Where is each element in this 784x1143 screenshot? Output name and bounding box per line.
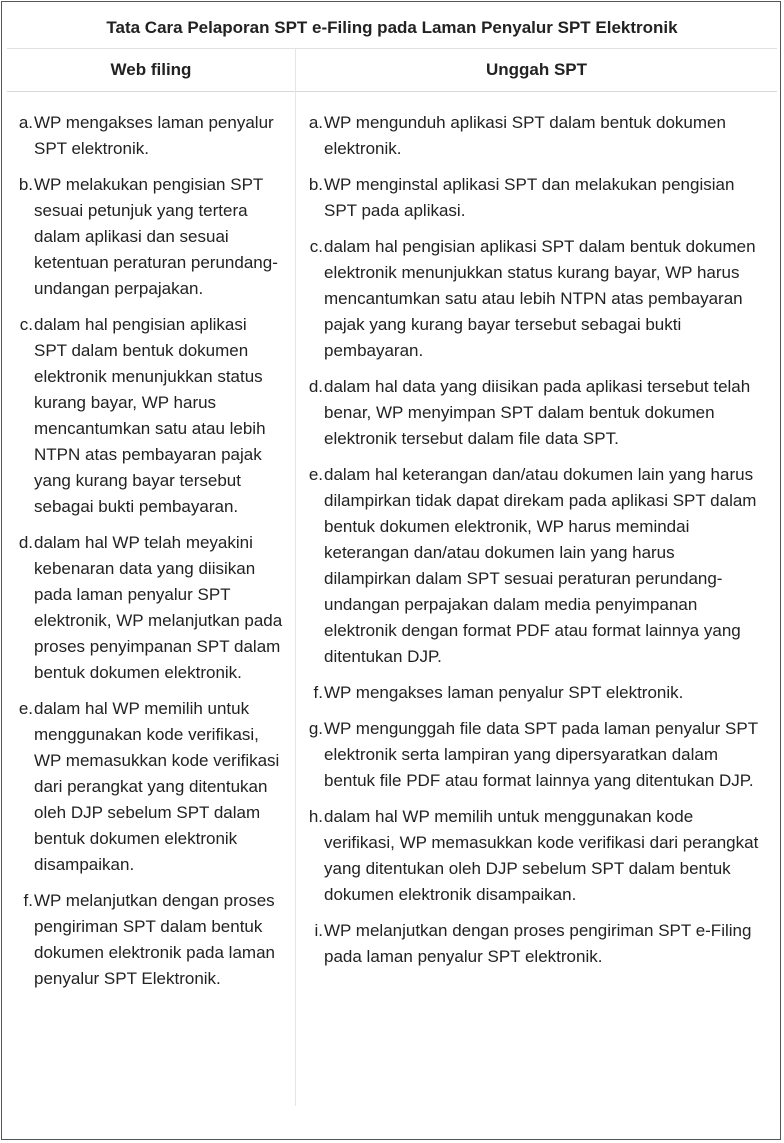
column-divider [295, 49, 296, 1106]
list-marker: i. [314, 921, 323, 940]
list-item [300, 110, 766, 162]
list-item-text: dalam hal data yang diisikan pada aplikasi tersebut telah benar, WP menyimpan SPT dalam bentuk dokumen elektronik tersebut dalam file data SPT. [324, 377, 751, 448]
list-item-text: dalam hal WP telah meyakini kebenaran data yang diisikan pada laman penyalur SPT elektronik, WP melanjutkan pada proses penyimpanan SPT dalam bentuk dokumen elektronik. [34, 533, 283, 682]
list-item-text: WP menginstal aplikasi SPT dan melakukan pengisian SPT pada aplikasi. [324, 175, 735, 220]
list-item-text: WP mengunggah file data SPT pada laman penyalur SPT elektronik serta lampiran yang dipersyaratkan dalam bentuk file PDF atau format lainnya yang ditentukan DJP. [324, 719, 758, 790]
table-title: Tata Cara Pelaporan SPT e-Filing pada Laman Penyalur SPT Elektronik [7, 7, 777, 49]
list-item-text: dalam hal pengisian aplikasi SPT dalam bentuk dokumen elektronik menunjukkan status kurang bayar, WP harus mencantumkan satu atau lebih NTPN atas pembayaran pajak yang kurang bayar tersebut sebagai bukti pembayaran. [34, 315, 266, 516]
unggah-spt-list [300, 110, 766, 970]
list-marker: a. [308, 113, 323, 132]
list-item [300, 716, 766, 794]
list-item [10, 696, 284, 878]
list-item [10, 888, 284, 992]
list-item-text: WP mengakses laman penyalur SPT elektronik. [324, 683, 684, 702]
list-item [300, 172, 766, 224]
list-marker: g. [308, 719, 323, 738]
list-item-text: dalam hal WP memilih untuk menggunakan kode verifikasi, WP memasukkan kode verifikasi dari perangkat yang ditentukan oleh DJP sebelum SPT dalam bentuk dokumen elektronik disampaikan. [324, 807, 759, 904]
list-marker: e. [18, 699, 33, 718]
list-item [10, 312, 284, 520]
list-item-text: WP melanjutkan dengan proses pengiriman SPT e-Filing pada laman penyalur SPT elektronik. [324, 921, 752, 966]
list-marker: c. [309, 237, 323, 256]
list-item-text: WP mengunduh aplikasi SPT dalam bentuk dokumen elektronik. [324, 113, 726, 158]
list-marker: d. [18, 533, 33, 552]
list-item [10, 530, 284, 686]
list-item-text: WP melakukan pengisian SPT sesuai petunjuk yang tertera dalam aplikasi dan sesuai ketentuan peraturan perundang-undangan perpajakan. [34, 175, 278, 298]
list-item [300, 680, 766, 706]
list-item [10, 172, 284, 302]
list-item [10, 110, 284, 162]
list-item-text: dalam hal WP memilih untuk menggunakan kode verifikasi, WP memasukkan kode verifikasi dari perangkat yang ditentukan oleh DJP sebelum SPT dalam bentuk dokumen elektronik disampaikan. [34, 699, 280, 874]
list-marker: b. [308, 175, 323, 194]
list-item [300, 462, 766, 670]
list-item-text: WP melanjutkan dengan proses pengiriman SPT dalam bentuk dokumen elektronik pada laman penyalur SPT Elektronik. [34, 891, 275, 988]
list-marker: e. [308, 465, 323, 484]
list-item [300, 918, 766, 970]
list-item-text: WP mengakses laman penyalur SPT elektronik. [34, 113, 274, 158]
column-header-unggah-spt: Unggah SPT [296, 49, 777, 92]
list-marker: f. [23, 891, 33, 910]
list-marker: b. [18, 175, 33, 194]
list-marker: f. [313, 683, 323, 702]
list-marker: c. [19, 315, 33, 334]
list-marker: a. [18, 113, 33, 132]
list-item-text: dalam hal pengisian aplikasi SPT dalam bentuk dokumen elektronik menunjukkan status kurang bayar, WP harus mencantumkan satu atau lebih NTPN atas pembayaran pajak yang kurang bayar tersebut sebagai bukti pembayaran. [324, 237, 756, 360]
web-filing-list [10, 110, 284, 992]
list-item [300, 374, 766, 452]
unggah-spt-column [300, 92, 766, 980]
web-filing-column [10, 92, 284, 1002]
list-item-text: dalam hal keterangan dan/atau dokumen lain yang harus dilampirkan tidak dapat direkam pada aplikasi SPT dalam bentuk dokumen elektronik, WP harus memindai keterangan dan/atau dokumen lain yang harus dilampirkan dalam SPT sesuai peraturan perundang-undangan perpajakan dalam media penyimpanan elektronik dengan format PDF atau format lainnya yang ditentukan DJP. [324, 465, 757, 666]
column-header-web-filing: Web filing [7, 49, 295, 92]
list-item [300, 234, 766, 364]
list-item [300, 804, 766, 908]
list-marker: h. [308, 807, 323, 826]
list-marker: d. [308, 377, 323, 396]
